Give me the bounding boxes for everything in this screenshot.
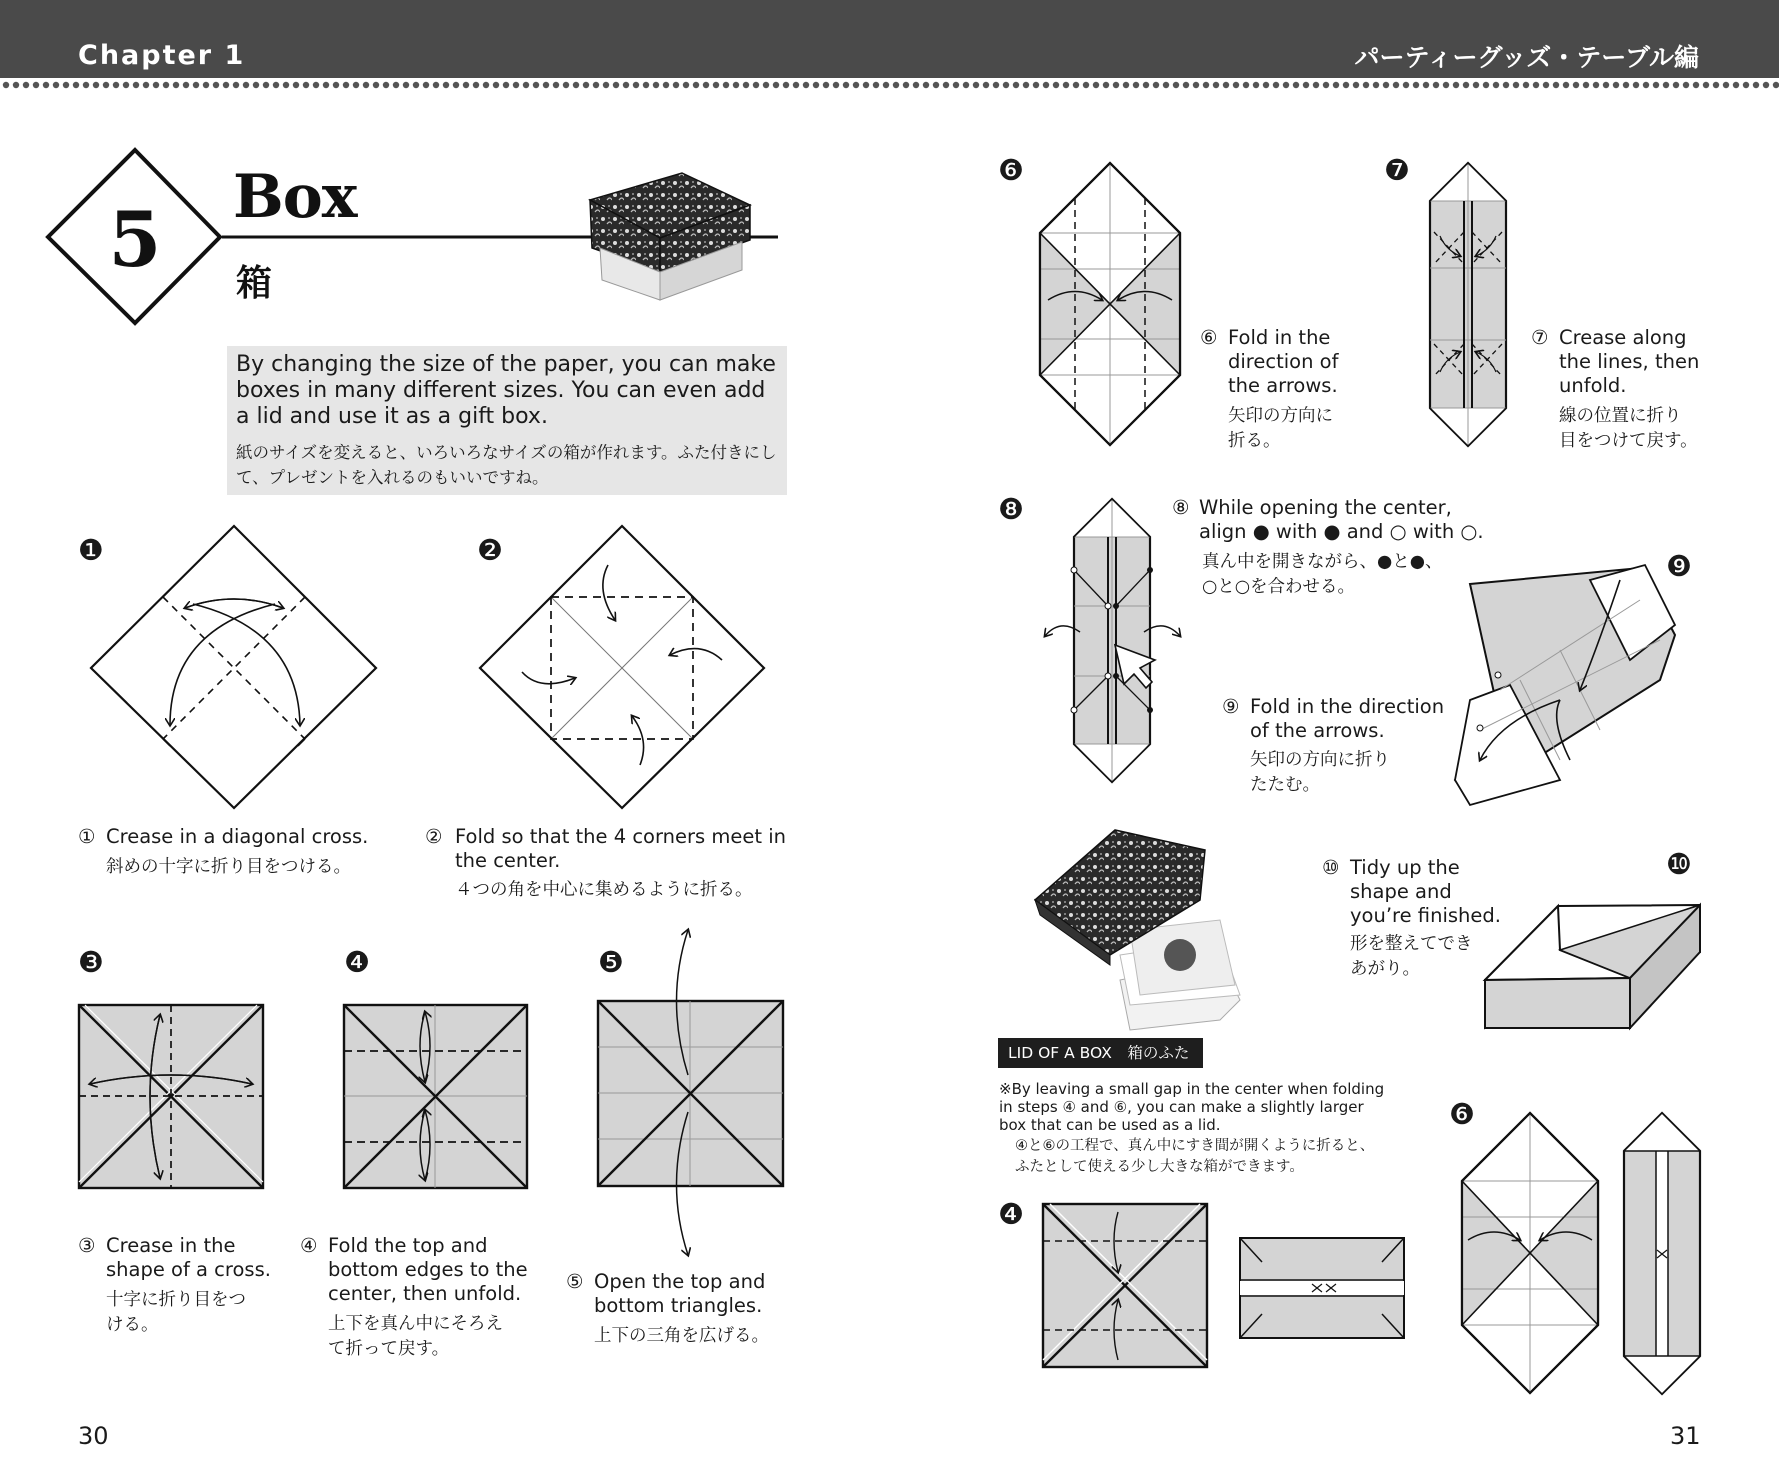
step-1-mark: ① xyxy=(78,825,96,848)
step-3-badge: ❸ xyxy=(78,945,104,979)
step-8-text: While opening the center, align ● with ● and ○ with ○. xyxy=(1199,496,1484,543)
step-2-text: Fold so that the 4 corners meet in the center. xyxy=(455,825,787,872)
step-7-diagram xyxy=(1430,163,1506,446)
step-5-mark: ⑤ xyxy=(566,1270,584,1293)
step-6-text: Fold in the direction of the arrows. xyxy=(1228,326,1339,397)
intro-text-jp: 紙のサイズを変えると、いろいろなサイズの箱が作れます。ふた付きにして、プレゼントを入れるのもいいですね。 xyxy=(236,443,777,487)
step-4-mark: ④ xyxy=(300,1234,318,1257)
step-5-diagram xyxy=(598,930,783,1255)
lid-step-4-diagram xyxy=(1043,1204,1207,1367)
step-4-badge: ❹ xyxy=(344,945,370,979)
step-1-text: Crease in a diagonal cross. xyxy=(106,825,369,848)
step-2-mark: ② xyxy=(425,825,443,848)
lid-note: ※By leaving a small gap in the center when folding in steps ④ and ⑥, you can make a slightly larger box that can be used as a lid. xyxy=(999,1080,1385,1134)
lid-folded-diagram xyxy=(1240,1238,1404,1338)
step-9-diagram xyxy=(1455,565,1675,805)
step-2-diagram xyxy=(480,526,764,808)
step-4-diagram xyxy=(344,1005,527,1188)
step-3-text: Crease in the shape of a cross. xyxy=(106,1234,271,1281)
lid-step-6-diagram xyxy=(1462,1113,1598,1393)
step-5-text-jp: 上下の三角を広げる。 xyxy=(594,1326,769,1346)
page-number-right: 31 xyxy=(1670,1422,1701,1450)
step-1-badge: ❶ xyxy=(78,533,104,567)
step-9-mark: ⑨ xyxy=(1222,695,1240,718)
project-title-jp: 箱 xyxy=(236,263,273,304)
intro-text: By changing the size of the paper, you can make boxes in many different sizes. You can even add a lid and use it as a gift box. xyxy=(236,352,776,429)
lid-section-tag: LID OF A BOX 箱のふた xyxy=(998,1038,1203,1068)
step-3-text-jp: 十字に折り目をつ ける。 xyxy=(106,1290,246,1335)
project-title: Box xyxy=(233,162,357,232)
step-9-text: Fold in the direction of the arrows. xyxy=(1250,695,1445,742)
step-2-badge: ❷ xyxy=(477,533,503,567)
step-7-text-jp: 線の位置に折り 目をつけて戻す。 xyxy=(1559,406,1698,451)
step-7-badge: ❼ xyxy=(1384,153,1410,187)
step-5-badge: ❺ xyxy=(598,945,624,979)
step-10-mark: ⑩ xyxy=(1322,856,1340,879)
step-1-diagram xyxy=(91,526,376,808)
step-6-text-jp: 矢印の方向に 折る。 xyxy=(1228,406,1333,451)
step-4-text: Fold the top and bottom edges to the center, then unfold. xyxy=(328,1234,528,1305)
lid-folded-tall-diagram xyxy=(1624,1113,1700,1394)
step-9-badge: ❾ xyxy=(1666,549,1692,583)
step-8-badge: ❽ xyxy=(998,492,1024,526)
step-2-text-jp: ４つの角を中心に集めるように折る。 xyxy=(455,880,753,900)
lid-note-jp: ④と⑥の工程で、真ん中にすき間が開くように折ると、 ふたとして使える少し大きな箱ができます。 xyxy=(1015,1138,1375,1175)
lid-step-6-badge: ❻ xyxy=(1449,1097,1475,1131)
step-6-mark: ⑥ xyxy=(1200,326,1218,349)
step-6-diagram xyxy=(1040,163,1180,445)
step-7-mark: ⑦ xyxy=(1531,326,1549,349)
step-10-text: Tidy up the shape and you’re finished. xyxy=(1350,856,1501,927)
step-5-text: Open the top and bottom triangles. xyxy=(594,1270,766,1317)
section-title: パーティーグッズ・テーブル編 xyxy=(1354,43,1699,72)
step-6-badge: ❻ xyxy=(998,153,1024,187)
step-10-text-jp: 形を整えてでき あがり。 xyxy=(1350,934,1473,979)
project-number: 5 xyxy=(108,195,162,284)
step-8-text-jp: 真ん中を開きながら、●と●、 ○と○を合わせる。 xyxy=(1202,552,1443,597)
finished-box-photo xyxy=(590,173,750,300)
step-3-diagram xyxy=(79,1005,263,1188)
lid-step-4-badge: ❹ xyxy=(998,1197,1024,1231)
step-10-photo xyxy=(1035,830,1240,1030)
step-9-text-jp: 矢印の方向に折り たたむ。 xyxy=(1250,750,1390,795)
step-8-mark: ⑧ xyxy=(1172,496,1190,519)
step-7-text: Crease along the lines, then unfold. xyxy=(1559,326,1700,397)
step-3-mark: ③ xyxy=(78,1234,96,1257)
step-10-badge: ❿ xyxy=(1666,847,1692,881)
step-1-text-jp: 斜めの十字に折り目をつける。 xyxy=(106,857,351,877)
step-4-text-jp: 上下を真ん中にそろえ て折って戻す。 xyxy=(328,1314,503,1359)
page-number-left: 30 xyxy=(78,1422,109,1450)
chapter-label: Chapter 1 xyxy=(78,40,246,71)
step-8-diagram xyxy=(1045,499,1180,782)
